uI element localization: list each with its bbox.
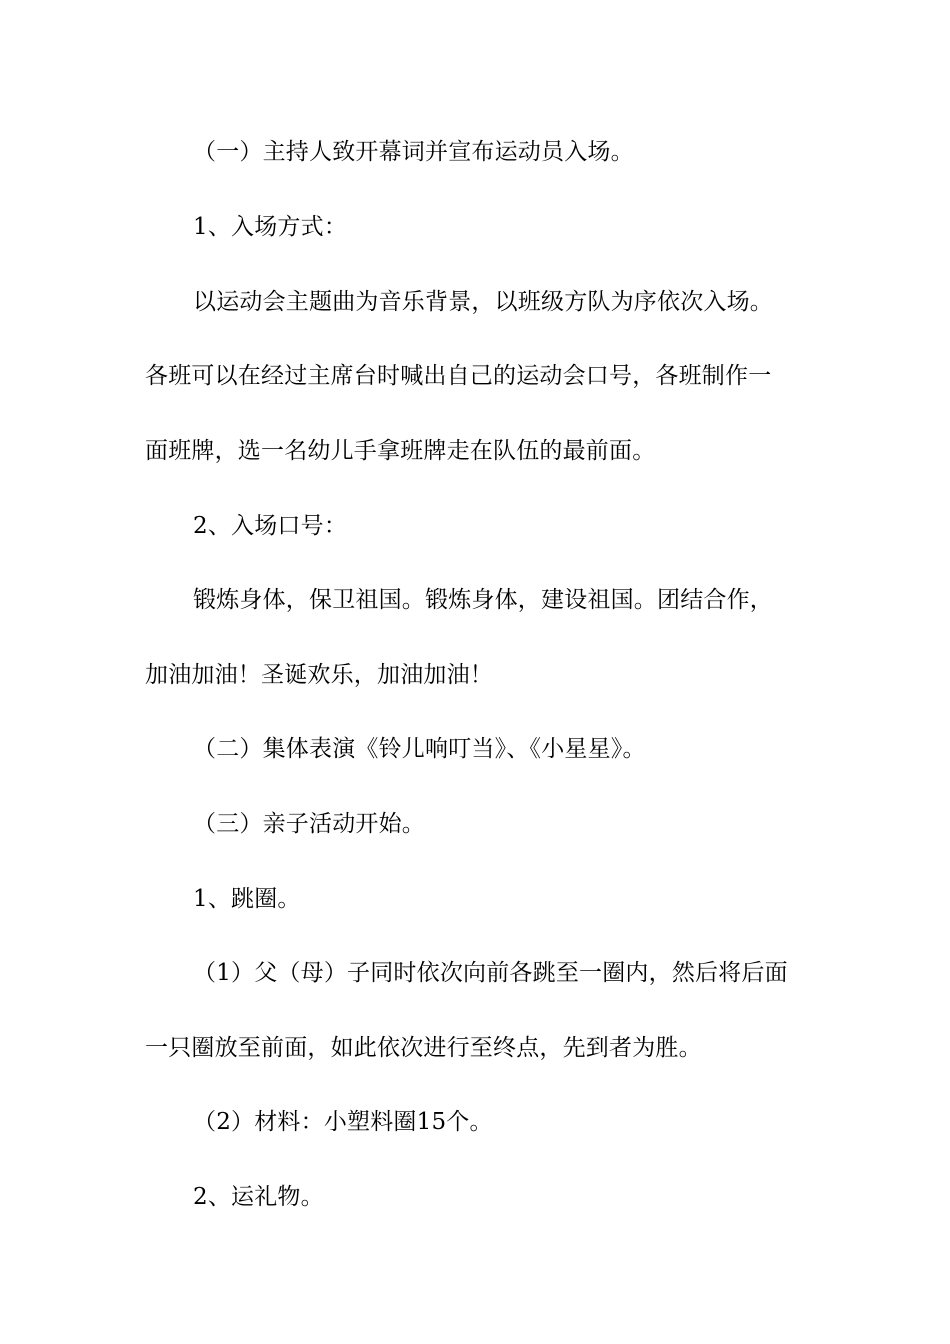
section-heading-opening: （一）主持人致开幕词并宣布运动员入场。 bbox=[193, 139, 634, 165]
paragraph-line: （2）材料：小塑料圈15个。 bbox=[193, 1109, 493, 1135]
paragraph-line: 一只圈放至前面，如此依次进行至终点，先到者为胜。 bbox=[145, 1035, 702, 1061]
subheading-carry-gifts: 2、运礼物。 bbox=[193, 1184, 324, 1210]
subheading-entry-method: 1、入场方式： bbox=[193, 214, 348, 240]
section-heading-activities: （三）亲子活动开始。 bbox=[193, 811, 425, 837]
paragraph-line: 加油加油！圣诞欢乐，加油加油！ bbox=[145, 662, 493, 688]
paragraph-line: 以运动会主题曲为音乐背景，以班级方队为序依次入场。 bbox=[193, 289, 773, 315]
subheading-entry-slogan: 2、入场口号： bbox=[193, 513, 348, 539]
paragraph-line: 各班可以在经过主席台时喊出自己的运动会口号，各班制作一 bbox=[145, 363, 772, 389]
section-heading-performance: （二）集体表演《铃儿响叮当》、《小星星》。 bbox=[193, 736, 646, 762]
paragraph-line: （1）父（母）子同时依次向前各跳至一圈内，然后将后面 bbox=[193, 960, 788, 986]
paragraph-line: 锻炼身体，保卫祖国。锻炼身体，建设祖国。团结合作， bbox=[193, 587, 773, 613]
subheading-hoop-jump: 1、跳圈。 bbox=[193, 886, 301, 912]
paragraph-line: 面班牌，选一名幼儿手拿班牌走在队伍的最前面。 bbox=[145, 438, 656, 464]
